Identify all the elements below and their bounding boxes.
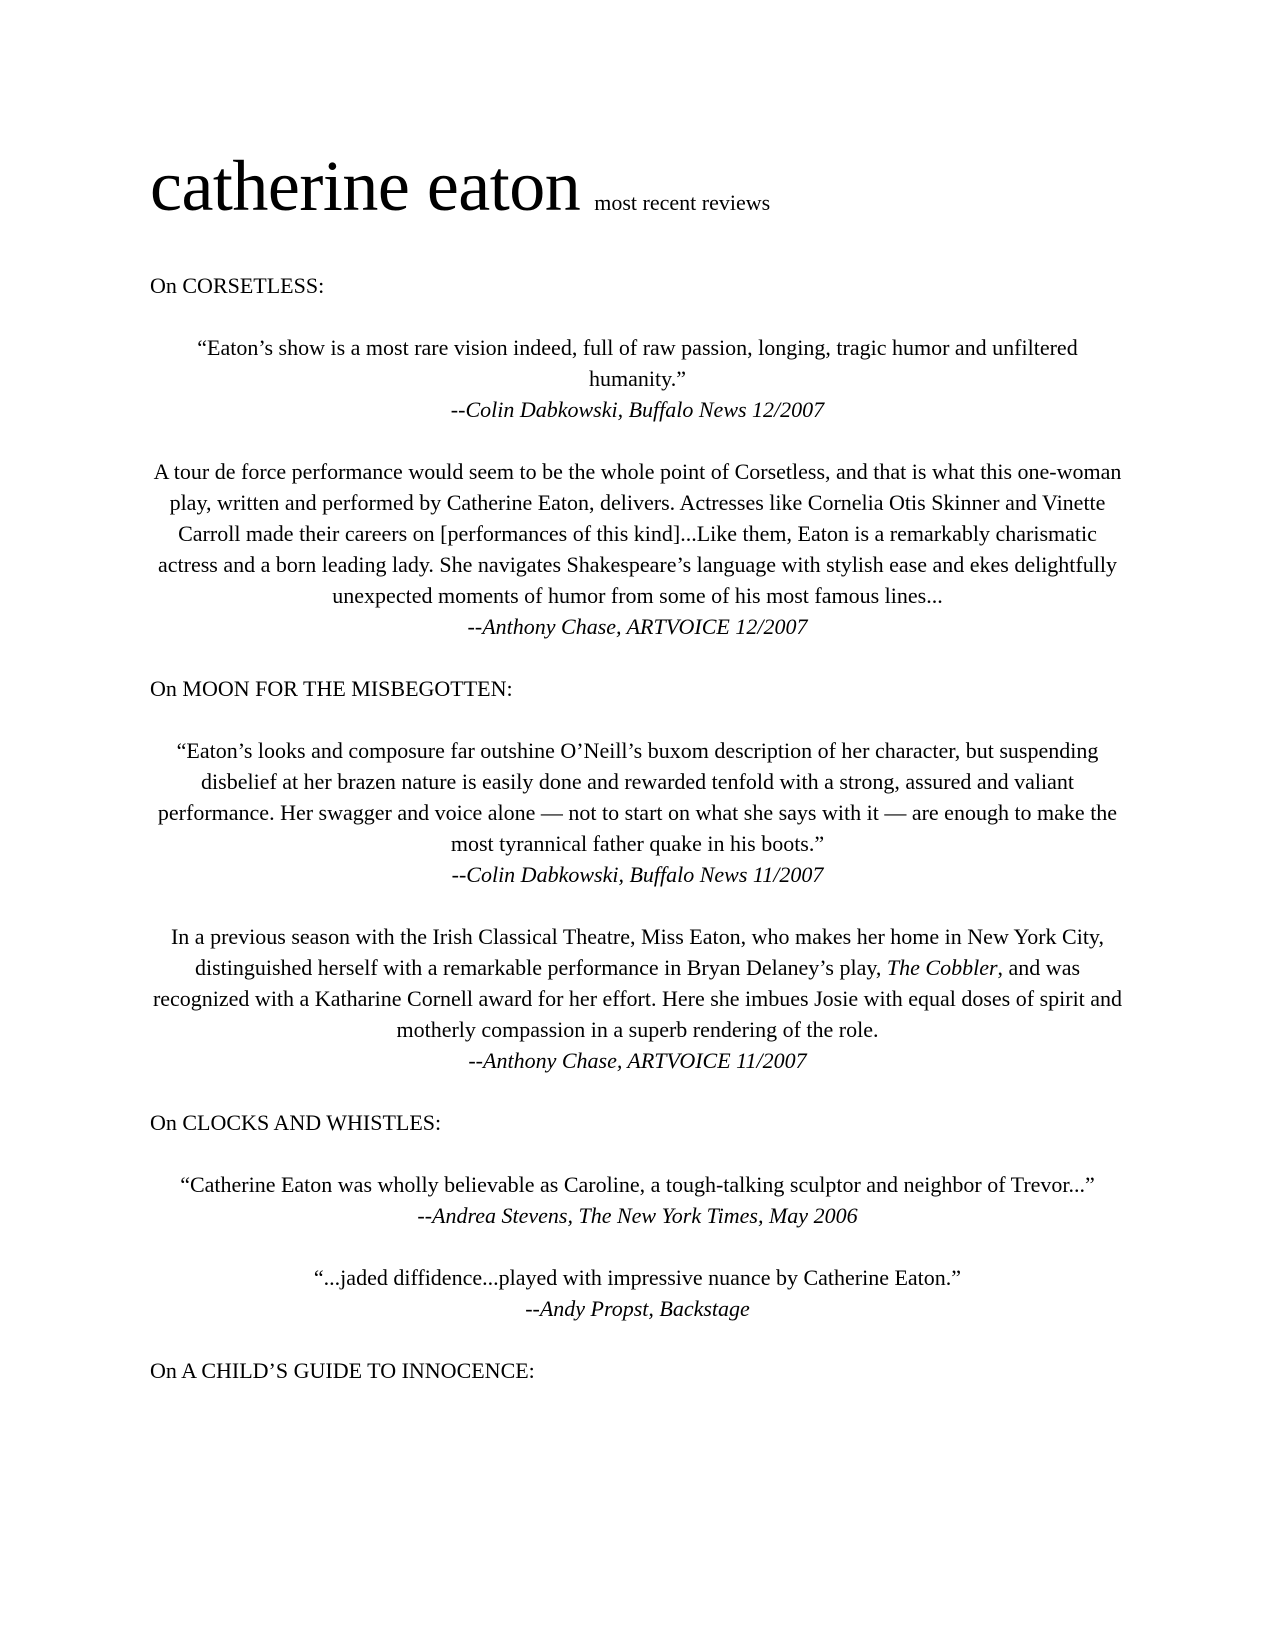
review-quote: “Eaton’s show is a most rare vision indeed, full of raw passion, longing, tragic humor and unfiltered humanity.” [197, 335, 1078, 391]
review-quote-text: In a previous season with the Irish Classical Theatre, Miss Eaton, who makes her home in New York City, distinguished herself with a remarkable performance in Bryan Delaney’s play, [170, 924, 1104, 980]
section-heading-corsetless: On CORSETLESS: [150, 273, 325, 298]
review-block [150, 735, 1125, 890]
play-title: The Cobbler [886, 955, 998, 980]
review-quote: “...jaded diffidence...played with impressive nuance by Catherine Eaton.” [313, 1265, 962, 1290]
review-attribution: --Andy Propst, Backstage [525, 1296, 750, 1321]
review-attribution: --Colin Dabkowski, Buffalo News 12/2007 [450, 397, 825, 422]
review-attribution: --Anthony Chase, ARTVOICE 12/2007 [467, 614, 808, 639]
review-attribution: --Anthony Chase, ARTVOICE 11/2007 [468, 1048, 807, 1073]
review-quote: “Eaton’s looks and composure far outshine O’Neill’s buxom description of her character, but suspending disbelief at her brazen nature is easily done and rewarded tenfold with a strong, assured and valiant performance. Her swagger and voice alone — not to start on what she says with it — are enough to make the most tyrannical father quake in his boots.” [157, 738, 1118, 856]
review-quote [153, 924, 1122, 1042]
document-header [150, 146, 771, 226]
review-block [150, 332, 1125, 425]
review-block [150, 1262, 1125, 1324]
review-quote: “Catherine Eaton was wholly believable as Caroline, a tough-talking sculptor and neighbor of Trevor...” [180, 1172, 1095, 1197]
header-tagline: most recent reviews [594, 190, 771, 215]
section-heading-clocks-and-whistles: On CLOCKS AND WHISTLES: [150, 1110, 442, 1135]
section-heading-a-childs-guide-to-innocence: On A CHILD’S GUIDE TO INNOCENCE: [150, 1358, 535, 1383]
reviews-content [150, 270, 1125, 1417]
review-quote-text: , and was recognized with a Katharine Cornell award for her effort. Here she imbues Josie with equal doses of spirit and motherly compassion in a superb rendering of the role. [152, 955, 1123, 1042]
review-quote: A tour de force performance would seem to be the whole point of Corsetless, and that is what this one-woman play, written and performed by Catherine Eaton, delivers. Actresses like Cornelia Otis Skinner and Vinette Carroll made their careers on [performances of this kind]...Like them, Eaton is a remarkably charismatic actress and a born leading lady. She navigates Shakespeare’s language with stylish ease and ekes delightfully unexpected moments of humor from some of his most famous lines... [153, 459, 1122, 608]
review-block [150, 456, 1125, 642]
review-attribution: --Colin Dabkowski, Buffalo News 11/2007 [451, 862, 824, 887]
section-heading-moon-for-the-misbegotten: On MOON FOR THE MISBEGOTTEN: [150, 676, 513, 701]
review-block [150, 921, 1125, 1076]
performer-name: catherine eaton [150, 146, 581, 226]
review-attribution: --Andrea Stevens, The New York Times, May 2006 [417, 1203, 858, 1228]
review-block [150, 1169, 1125, 1231]
